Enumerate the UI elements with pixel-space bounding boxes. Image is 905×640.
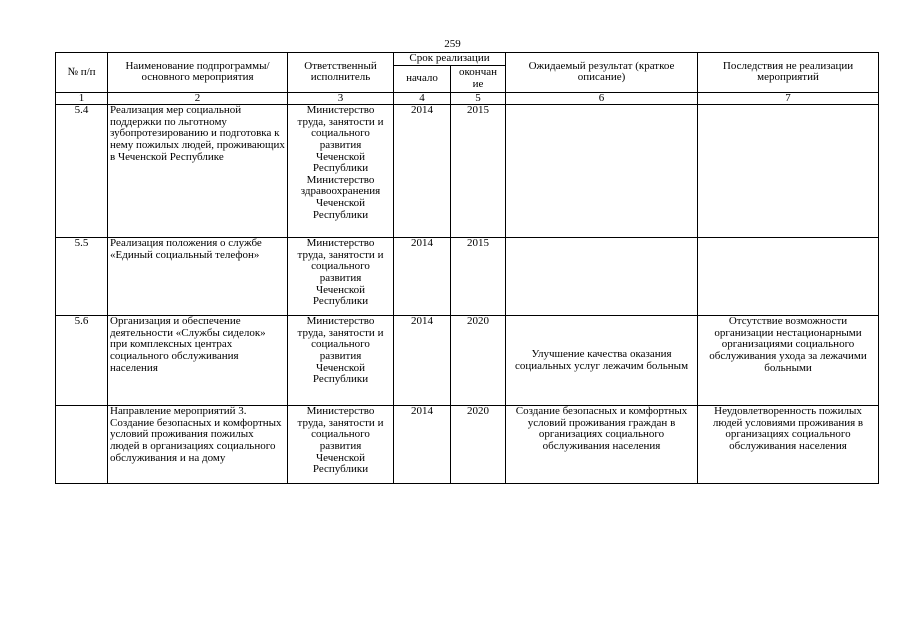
page-number: 259: [444, 38, 461, 50]
consequences: [698, 105, 879, 238]
table-row: [56, 105, 879, 238]
responsible-line: труда, занятости и: [297, 326, 384, 339]
responsible-executor: [288, 406, 394, 484]
responsible-line: Республики: [312, 373, 369, 386]
header-period: Срок реализации: [394, 53, 506, 66]
responsible-executor: [288, 238, 394, 316]
column-number: 1: [56, 92, 108, 105]
end-year: 2015: [451, 238, 506, 316]
header-name: Наименование подпрограммы/ основного мероприятия: [108, 53, 288, 93]
column-number: 5: [451, 92, 506, 105]
responsible-line: Чеченской: [315, 196, 366, 209]
end-year: 2015: [451, 105, 506, 238]
row-number: 5.5: [56, 238, 108, 316]
responsible-line: Республики: [312, 295, 369, 308]
responsible-line: Республики: [312, 463, 369, 476]
column-number: 6: [506, 92, 698, 105]
column-number: 7: [698, 92, 879, 105]
row-number: 5.6: [56, 316, 108, 406]
responsible-line: Чеченской: [315, 451, 366, 464]
header-result: Ожидаемый результат (краткое описание): [506, 53, 698, 93]
responsible-line: развития: [319, 271, 362, 284]
header-consequences: Последствия не реализации мероприятий: [698, 53, 879, 93]
expected-result: Создание безопасных и комфортных условий проживания граждан в организациях социального обслуживания населения: [506, 406, 698, 484]
start-year: 2014: [394, 316, 451, 406]
responsible-line: Чеченской: [315, 150, 366, 163]
responsible-line: труда, занятости и: [297, 416, 384, 429]
responsible-line: труда, занятости и: [297, 115, 384, 128]
responsible-line: развития: [319, 349, 362, 362]
responsible-line: развития: [319, 439, 362, 452]
header-start: начало: [394, 65, 451, 92]
header-num: № п/п: [56, 53, 108, 93]
end-year: 2020: [451, 316, 506, 406]
expected-result: [506, 238, 698, 316]
responsible-line: здравоохранения: [300, 185, 381, 198]
responsible-executor: [288, 316, 394, 406]
responsible-line: Министерство: [306, 104, 375, 117]
row-number: [56, 406, 108, 484]
column-number: 3: [288, 92, 394, 105]
column-numbers-row: [56, 92, 879, 105]
header-responsible: Ответственный исполнитель: [288, 53, 394, 93]
measure-name: Реализация мер социальной поддержки по льготному зубопротезированию и подготовка к нему пожилых людей, проживающих в Чеченской Республике: [108, 105, 288, 238]
expected-result: [506, 105, 698, 238]
responsible-line: развития: [319, 138, 362, 151]
responsible-line: социального: [311, 428, 370, 441]
row-number: 5.4: [56, 105, 108, 238]
responsible-line: социального: [311, 338, 370, 351]
table-row: [56, 238, 879, 316]
measure-name: Реализация положения о службе «Единый социальный телефон»: [108, 238, 288, 316]
start-year: 2014: [394, 238, 451, 316]
responsible-executor: [288, 105, 394, 238]
program-measures-table: [55, 52, 879, 484]
start-year: 2014: [394, 105, 451, 238]
measure-name: Направление мероприятий 3. Создание безопасных и комфортных условий проживания пожилых людей в организациях социального обслуживания и на дому: [108, 406, 288, 484]
responsible-line: Республики: [312, 208, 369, 221]
measure-name: Организация и обеспечение деятельности «Службы сиделок» при комплексных центрах социального обслуживания населения: [108, 316, 288, 406]
responsible-line: социального: [311, 260, 370, 273]
responsible-line: Республики: [312, 162, 369, 175]
table-row: [56, 316, 879, 406]
responsible-line: социального: [311, 127, 370, 140]
consequences: [698, 238, 879, 316]
expected-result: Улучшение качества оказания социальных услуг лежачим больным: [506, 316, 698, 406]
consequences: Неудовлетворенность пожилых людей условиями проживания в организациях социального обслуживания населения: [698, 406, 879, 484]
responsible-line: Министерство: [306, 237, 375, 250]
end-year: 2020: [451, 406, 506, 484]
responsible-line: Министерство: [306, 173, 375, 186]
column-number: 2: [108, 92, 288, 105]
consequences: Отсутствие возможности организации нестационарными организациями социального обслуживания ухода за лежачими больными: [698, 316, 879, 406]
responsible-line: Министерство: [306, 405, 375, 418]
responsible-line: труда, занятости и: [297, 248, 384, 261]
responsible-line: Министерство: [306, 315, 375, 328]
header-row-1: [56, 53, 879, 66]
column-number: 4: [394, 92, 451, 105]
responsible-line: Чеченской: [315, 283, 366, 296]
table-row: [56, 406, 879, 484]
header-end: окончан ие: [451, 65, 506, 92]
start-year: 2014: [394, 406, 451, 484]
responsible-line: Чеченской: [315, 361, 366, 374]
